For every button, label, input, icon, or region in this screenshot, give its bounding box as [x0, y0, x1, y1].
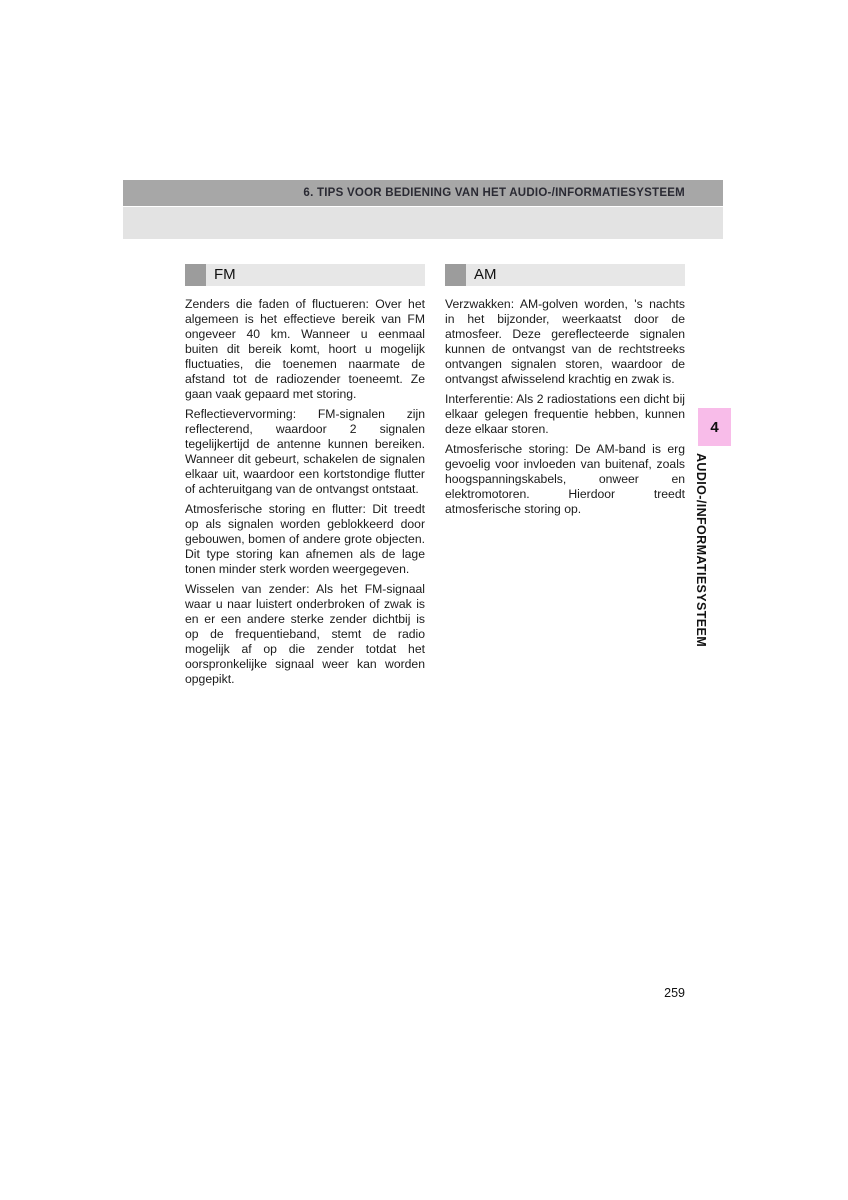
am-paragraph: Interferentie: Als 2 radiostations een dicht bij elkaar gelegen frequentie hebben, kunnen deze elkaar storen.	[445, 392, 685, 436]
fm-paragraph: Atmosferische storing en flutter: Dit treedt op als signalen worden geblokkeerd door gebouwen, bomen of andere grote objecten. Dit type storing kan afnemen als de lage tonen minder sterk worden weergegeven.	[185, 502, 425, 576]
am-paragraph: Verzwakken: AM-golven worden, 's nachts in het bijzonder, weerkaatst door de atmosfeer. Deze gereflecteerde signalen kunnen de ontvangst van de rechtstreeks ontvangen signalen storen, waardoor de ontvangst afwisselend krachtig en zwak is.	[445, 297, 685, 386]
section-marker-square	[185, 264, 206, 286]
fm-section-title: FM	[214, 266, 236, 283]
section-marker-square	[445, 264, 466, 286]
column-am	[445, 264, 685, 522]
am-section-header	[445, 264, 685, 286]
chapter-side-label: AUDIO-/INFORMATIESYSTEEM	[694, 453, 708, 648]
column-fm	[185, 264, 425, 692]
am-paragraph: Atmosferische storing: De AM-band is erg gevoelig voor invloeden van buitenaf, zoals hoogspanningskabels, onweer en elektromotoren. Hierdoor treedt atmosferische storing op.	[445, 442, 685, 516]
chapter-header-bar	[123, 180, 723, 206]
am-section-title: AM	[474, 266, 497, 283]
chapter-number: 4	[710, 418, 719, 436]
fm-paragraph: Wisselen van zender: Als het FM-signaal waar u naar luistert onderbroken of zwak is en er een andere sterke zender dichtbij is op de frequentieband, stemt de radio mogelijk af op die zender totdat het oorspronkelijke signaal weer kan worden opgepikt.	[185, 582, 425, 686]
fm-paragraph: Reflectievervorming: FM-signalen zijn reflecterend, waardoor 2 signalen tegelijkertijd de antenne kunnen bereiken. Wanneer dit gebeurt, schakelen de signalen elkaar uit, waardoor een kortstondige flutter of achteruitgang van de ontvangst ontstaat.	[185, 407, 425, 496]
fm-paragraph: Zenders die faden of fluctueren: Over het algemeen is het effectieve bereik van FM ongeveer 40 km. Wanneer u eenmaal buiten dit bereik komt, hoort u mogelijk fluctuaties, die toenemen naarmate de afstand tot de radiozender toeneemt. Ze gaan vaak gepaard met storing.	[185, 297, 425, 401]
chapter-title: 6. TIPS VOOR BEDIENING VAN HET AUDIO-/INFORMATIESYSTEEM	[303, 187, 685, 199]
page-number: 259	[664, 986, 685, 1000]
chapter-header-subbar	[123, 207, 723, 239]
fm-section-header	[185, 264, 425, 286]
chapter-number-tab	[698, 408, 731, 446]
